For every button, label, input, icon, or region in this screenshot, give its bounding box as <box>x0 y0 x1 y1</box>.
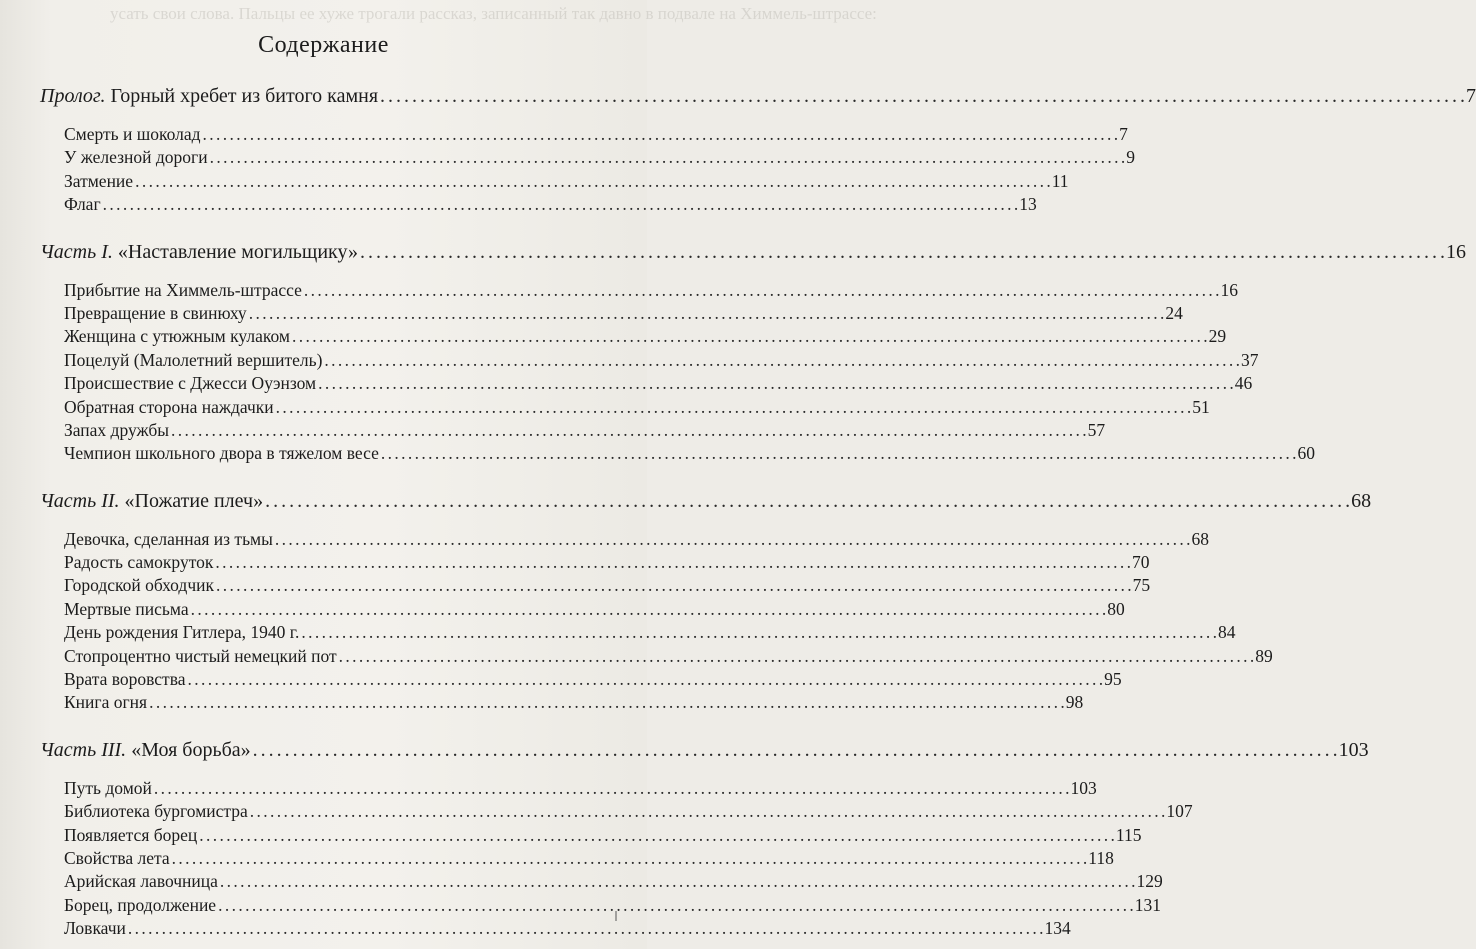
page-mark <box>615 911 617 921</box>
section-prefix: Часть I. <box>40 240 113 263</box>
leader-dots <box>253 739 1337 762</box>
section-gap <box>40 716 636 733</box>
toc-entry <box>40 147 1135 170</box>
toc-entry <box>40 575 1151 598</box>
section-prefix: Часть II. <box>40 489 120 512</box>
toc-entry <box>40 124 1128 147</box>
leader-dots <box>265 490 1349 513</box>
toc-entry <box>40 194 1037 217</box>
section-label <box>40 739 251 762</box>
entry-page-number: 11 <box>1051 170 1069 191</box>
leader-dots <box>216 575 1131 596</box>
leader-dots <box>292 326 1207 347</box>
entry-title: Книга огня <box>64 692 148 713</box>
section-label <box>40 490 263 513</box>
section-page-number: 68 <box>1351 489 1372 512</box>
entry-page-number: 131 <box>1134 894 1161 915</box>
section-page-number: 103 <box>1338 738 1369 761</box>
entry-title: Смерть и шоколад <box>64 124 201 144</box>
leader-dots <box>339 646 1254 667</box>
toc-section-heading <box>40 738 1369 767</box>
entry-title: Путь домой <box>64 777 152 798</box>
entry-page-number: 9 <box>1126 147 1135 168</box>
toc-entry <box>40 419 1106 443</box>
entry-title: Превращение в свинюху <box>64 302 247 323</box>
page-title: Содержание <box>258 32 389 58</box>
toc-entry <box>40 622 1236 645</box>
entry-title: Обратная сторона наждачки <box>64 396 274 417</box>
entry-title: Затмение <box>64 170 134 191</box>
entry-title: У железной дороги <box>64 147 208 168</box>
toc-entry <box>40 528 1210 552</box>
bleed-through-text: усать свои слова. Пальцы ее хуже трогали рассказ, записанный так давно в подвале на Химмель-штрассе: <box>110 4 877 23</box>
toc-entry <box>40 373 1253 396</box>
entry-page-number: 16 <box>1220 279 1239 300</box>
heading-gap <box>40 518 636 529</box>
entry-title: Радость самокруток <box>64 552 214 573</box>
leader-dots <box>360 241 1444 264</box>
toc-entry <box>40 552 1150 575</box>
toc-section-heading <box>40 85 1476 113</box>
section-prefix: Часть III. <box>40 738 127 761</box>
leader-dots <box>249 303 1164 324</box>
leader-dots <box>191 599 1106 620</box>
section-title: «Наставление могильщику» <box>117 240 358 263</box>
leader-dots <box>324 350 1239 371</box>
toc-entry <box>40 170 1069 194</box>
leader-dots <box>210 147 1125 168</box>
leader-dots <box>250 801 1165 822</box>
section-prefix: Пролог. <box>40 85 106 107</box>
toc-entry <box>40 326 1227 349</box>
entry-page-number: 95 <box>1104 669 1122 690</box>
entry-page-number: 60 <box>1297 443 1315 464</box>
toc-entry <box>40 777 1097 801</box>
entry-page-number: 107 <box>1166 801 1193 822</box>
leader-dots <box>304 280 1219 301</box>
entry-page-number: 37 <box>1241 349 1259 370</box>
leader-dots <box>203 124 1118 145</box>
entry-page-number: 7 <box>1119 124 1128 144</box>
entry-title: День рождения Гитлера, 1940 г. <box>64 622 300 643</box>
leader-dots <box>380 85 1464 108</box>
entry-title: Врата воровства <box>64 669 186 690</box>
toc-entry <box>40 396 1210 420</box>
toc-section-heading <box>40 240 1466 269</box>
toc-entry <box>40 279 1239 303</box>
leader-dots <box>215 552 1130 573</box>
section-title: «Моя борьба» <box>131 738 251 761</box>
entry-title: Флаг <box>64 194 101 215</box>
entry-title: Запах дружбы <box>64 419 170 440</box>
heading-gap <box>40 767 636 778</box>
toc-entry <box>40 692 1084 715</box>
entry-page-number: 51 <box>1192 396 1210 417</box>
leader-dots <box>149 692 1064 713</box>
entry-title: Стопроцентно чистый немецкий пот <box>64 645 337 666</box>
entry-title: Появляется борец <box>64 824 198 845</box>
toc-entry <box>40 302 1183 326</box>
entry-page-number: 84 <box>1218 622 1236 643</box>
leader-dots <box>276 397 1191 418</box>
toc-entry <box>40 669 1122 692</box>
section-page-number: 16 <box>1445 240 1466 263</box>
table-of-contents <box>40 79 1476 942</box>
leader-dots <box>381 443 1296 464</box>
entry-page-number: 80 <box>1107 598 1125 619</box>
entry-page-number: 134 <box>1044 918 1071 939</box>
entry-title: Мертвые письма <box>64 598 189 619</box>
entry-title: Поцелуй (Малолетний вершитель) <box>64 349 323 370</box>
leader-dots <box>103 194 1018 215</box>
entry-title: Арийская лавочница <box>64 871 218 892</box>
entry-page-number: 46 <box>1234 373 1253 394</box>
leader-dots <box>188 669 1103 690</box>
toc-entry <box>40 871 1163 894</box>
entry-page-number: 89 <box>1255 645 1273 666</box>
entry-title: Борец, продолжение <box>64 894 217 915</box>
heading-gap <box>40 113 636 124</box>
toc-entry <box>40 918 1071 941</box>
toc-entry <box>40 847 1114 871</box>
leader-dots <box>135 171 1050 192</box>
entry-page-number: 118 <box>1088 847 1114 868</box>
section-gap <box>40 467 636 484</box>
toc-entry <box>40 598 1125 622</box>
toc-entry <box>40 349 1259 373</box>
toc-entry <box>40 824 1142 848</box>
leader-dots <box>199 825 1114 846</box>
entry-page-number: 98 <box>1065 692 1084 713</box>
entry-page-number: 115 <box>1115 824 1142 845</box>
entry-title: Женщина с утюжным кулаком <box>64 326 290 347</box>
entry-title: Чемпион школьного двора в тяжелом весе <box>64 443 379 464</box>
section-label <box>40 241 358 264</box>
entry-title: Девочка, сделанная из тьмы <box>64 528 273 549</box>
entry-title: Прибытие на Химмель-штрассе <box>64 279 302 300</box>
leader-dots <box>171 420 1086 441</box>
entry-page-number: 129 <box>1136 871 1163 892</box>
entry-page-number: 103 <box>1070 777 1097 798</box>
entry-title: Городской обходчик <box>64 575 214 596</box>
entry-page-number: 75 <box>1132 575 1151 596</box>
entry-page-number: 57 <box>1087 419 1106 440</box>
leader-dots <box>301 622 1216 643</box>
toc-entry <box>40 801 1193 824</box>
section-gap <box>40 218 636 235</box>
toc-entry <box>40 443 1315 466</box>
section-page-number: 7 <box>1466 85 1476 107</box>
leader-dots <box>218 895 1133 916</box>
leader-dots <box>172 848 1087 869</box>
entry-page-number: 13 <box>1019 194 1037 215</box>
leader-dots <box>220 871 1135 892</box>
leader-dots <box>128 918 1043 939</box>
section-title: «Пожатие плеч» <box>124 489 264 512</box>
entry-page-number: 29 <box>1208 326 1227 347</box>
toc-section-heading <box>40 489 1372 518</box>
toc-entry <box>40 894 1161 918</box>
entry-title: Библиотека бургомистра <box>64 801 248 822</box>
section-title: Горный хребет из битого камня <box>110 85 379 107</box>
entry-title: Происшествие с Джесси Оуэнзом <box>64 373 317 394</box>
entry-title: Свойства лета <box>64 847 170 868</box>
toc-entry <box>40 645 1273 669</box>
section-label <box>40 85 378 108</box>
heading-gap <box>40 269 636 280</box>
entry-page-number: 24 <box>1165 302 1183 323</box>
entry-page-number: 70 <box>1132 552 1150 573</box>
entry-title: Ловкачи <box>64 918 126 939</box>
entry-page-number: 68 <box>1191 528 1210 549</box>
leader-dots <box>154 778 1069 799</box>
leader-dots <box>318 373 1233 394</box>
leader-dots <box>275 529 1190 550</box>
